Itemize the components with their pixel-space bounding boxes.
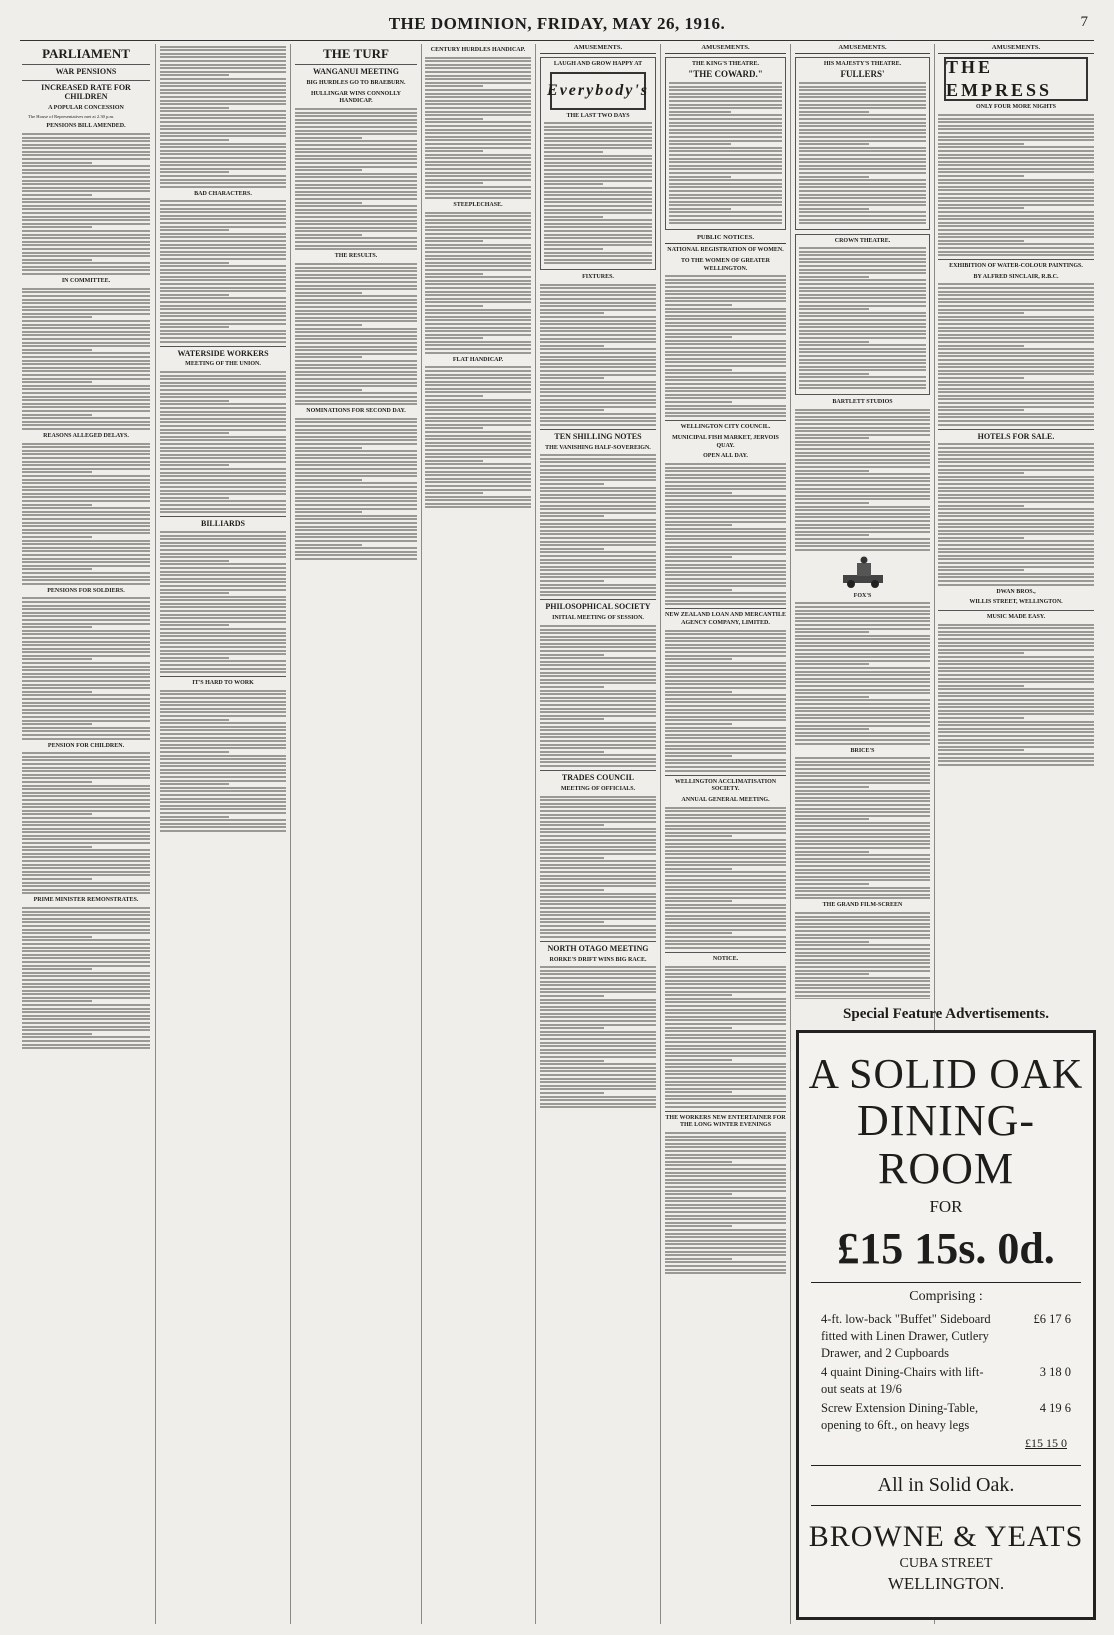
article-body [540,796,656,938]
headline-trades-council: TRADES COUNCIL [561,773,635,783]
section-flat-handicap: FLAT HANDICAP. [452,356,504,363]
public-notices-label: PUBLIC NOTICES. [665,234,786,244]
list-item [821,1311,1071,1362]
ad-foxs: FOX'S [853,592,872,599]
column-turf [295,44,417,1624]
column-rule [421,44,422,1624]
column-rule [660,44,661,1624]
ad-line-dining-room: DINING-ROOM [856,1096,1036,1193]
column-rule [535,44,536,1624]
headline-waterside-workers: WATERSIDE WORKERS [177,348,269,358]
ad-everybodys [540,57,656,270]
ad-all-solid-oak: All in Solid Oak. [811,1465,1081,1506]
ad-body [795,602,930,744]
column-amusements-3 [795,44,930,999]
ad-body [795,757,930,899]
ad-kings-theatre [665,57,786,230]
special-feature-heading: Special Feature Advertisements. [843,1006,1049,1022]
section-steeplechase: STEEPLECHASE. [453,201,503,208]
headline-turf: THE TURF [323,46,389,61]
article-body [22,752,150,894]
headline-hard-to-work: IT'S HARD TO WORK [192,680,254,687]
item-price: 4 19 6 [1039,1401,1071,1415]
ad-body [938,624,1094,766]
ad-body [938,283,1094,425]
ad-crown-title: CROWN THEATRE. [834,237,891,244]
ad-body [938,443,1094,585]
ad-street: CUBA STREET [899,1556,993,1571]
masthead-title: THE DOMINION, FRIDAY, MAY 26, 1916. [388,14,726,33]
column-amusements-2 [665,44,786,1624]
section-in-committee: IN COMMITTEE. [61,278,111,285]
article-body [540,284,656,426]
ad-dwan-address: WILLIS STREET, WELLINGTON. [969,599,1063,606]
section-delays: REASONS ALLEGED DELAYS. [43,432,129,439]
section-soldiers: PENSIONS FOR SOLDIERS. [47,587,125,594]
notice-national-registration: NATIONAL REGISTRATION OF WOMEN. [667,247,784,254]
headline-billiards: BILLIARDS [200,519,245,529]
article-body [295,418,417,560]
section-century-hurdles: CENTURY HURDLES HANDICAP. [430,47,526,53]
item-description: Screw Extension Dining-Table, opening to 6ft., on heavy legs [821,1401,979,1432]
deck-braeburn: BIG HURDLES GO TO BRAEBURN. [306,80,406,87]
notice-city-council: WELLINGTON CITY COUNCIL. [680,424,771,431]
article-intro: The House of Representatives met at 2.30 p.m. [28,114,115,120]
article-body [22,288,150,430]
article-body [22,443,150,585]
everybodys-logo: Everybody's [550,72,646,110]
item-price: 3 18 0 [1039,1365,1071,1379]
article-body [425,212,531,354]
column-rule [290,44,291,1624]
section-remonstrates: PRIME MINISTER REMONSTRATES. [33,897,139,904]
ad-firm-name: BROWNE & YEATS [808,1520,1084,1553]
article-body [295,263,417,405]
subhead-war-pensions: WAR PENSIONS [55,67,117,77]
ad-line-for: FOR [929,1197,963,1216]
soldier-illustration [839,555,887,589]
ad-brices: BRICE'S [850,747,875,754]
ad-comprising: Comprising : [909,1289,983,1304]
section-children: PENSION FOR CHILDREN. [47,742,125,749]
empress-logo: THE EMPRESS [944,57,1088,101]
article-body [160,200,286,342]
headline-parliament: PARLIAMENT [42,46,130,61]
article-body [22,907,150,1049]
ad-exhibition: EXHIBITION OF WATER-COLOUR PAINTINGS. [949,263,1083,270]
notice-open-all-day: OPEN ALL DAY. [703,453,748,460]
masthead [20,14,1094,41]
headline-increased-rate: INCREASED RATE FOR CHILDREN [41,83,131,101]
article-body [540,966,656,1108]
article-body [160,46,286,188]
notice-body [665,807,786,949]
ad-kings-line: "THE COWARD." [688,68,763,79]
article-body [425,366,531,508]
subhead-popular-concession: A POPULAR CONCESSION [48,104,124,111]
subhead-half-sovereign: THE VANISHING HALF-SOVEREIGN. [545,444,651,451]
ad-kings-title: THE KING'S THEATRE. [692,61,759,68]
ad-body [795,912,930,999]
list-item [821,1364,1071,1398]
deck-hullingar: HULLINGAR WINS CONNOLLY HANDICAP. [310,90,402,105]
ad-crown-theatre [795,234,930,395]
amusements-label: AMUSEMENTS. [938,44,1094,54]
ad-body [799,247,926,389]
column-amusements-1 [540,44,656,1624]
article-body [22,597,150,739]
notice-nz-loan: NEW ZEALAND LOAN AND MERCANTILE AGENCY COMPANY, LIMITED. [665,612,786,626]
article-body [425,57,531,199]
ad-fullers: FULLERS' [840,68,885,79]
ad-line-solid-oak: A SOLID OAK [808,1052,1084,1098]
list-item [821,1400,1071,1434]
notice-body [665,630,786,772]
article-body [540,625,656,767]
column-amusements-4 [938,44,1094,999]
article-body [540,454,656,596]
ad-empress-line: ONLY FOUR MORE NIGHTS [975,104,1057,111]
article-body [295,108,417,250]
ad-city: WELLINGTON. [887,1574,1005,1593]
notice-body [665,1132,786,1274]
ad-majesty-title: HIS MAJESTY'S THEATRE. [823,61,902,68]
article-body [22,133,150,275]
ad-his-majestys [795,57,930,230]
ad-dwan-bros: DWAN BROS., [996,588,1036,595]
ad-body [799,82,926,224]
ad-body [544,122,652,264]
ad-hotels-for-sale: HOTELS FOR SALE. [977,431,1055,441]
ad-grand-film-screen: THE GRAND FILM-SCREEN [822,902,903,909]
ad-body [938,114,1094,256]
ad-price: £15 15s. 0d. [837,1224,1055,1273]
article-body [160,371,286,513]
item-price: £6 17 6 [1033,1312,1071,1326]
ad-everybodys-top: LAUGH AND GROW HAPPY AT [553,61,643,68]
section-bad-characters: BAD CHARACTERS. [194,190,252,197]
subhead-rorkes-drift: RORKE'S DRIFT WINS BIG RACE. [549,956,647,963]
page-number: 7 [1080,14,1088,30]
ad-everybodys-line: THE LAST TWO DAYS [566,112,630,119]
headline-philosophical: PHILOSOPHICAL SOCIETY [545,602,651,612]
column-turf-results [425,44,531,1624]
subhead-wanganui: WANGANUI MEETING [312,67,399,77]
ad-bartlett: BARTLETT STUDIOS [832,398,893,405]
notice-acclimatisation-sub: ANNUAL GENERAL MEETING. [681,797,770,804]
article-body [160,690,286,832]
amusements-label: AMUSEMENTS. [795,44,930,54]
column-rule [155,44,156,1624]
notice-fish-market: MUNICIPAL FISH MARKET, JERVOIS QUAY. [672,435,779,449]
ad-body [795,409,930,551]
notice-acclimatisation: WELLINGTON ACCLIMATISATION SOCIETY. [674,778,777,793]
ad-workers-entertainer: THE WORKERS NEW ENTERTAINER FOR THE LONG WINTER EVENINGS [665,1114,786,1129]
subhead-meeting-officials: MEETING OF OFFICIALS. [560,785,636,792]
subhead-meeting-union: MEETING OF THE UNION. [185,361,261,368]
section-results: THE RESULTS. [334,253,378,260]
ad-body [669,82,782,224]
notice-national-registration-sub: TO THE WOMEN OF GREATER WELLINGTON. [680,257,770,272]
item-description: 4-ft. low-back "Buffet" Sideboard fitted with Linen Drawer, Cutlery Drawer, and 2 Cupboards [821,1312,991,1360]
notice-body [665,463,786,605]
section-pensions-bill: PENSIONS BILL AMENDED. [46,123,126,130]
section-fixtures: FIXTURES. [582,274,614,280]
notice-generic: NOTICE. [712,955,739,962]
notice-body [665,275,786,417]
ad-total: £15 15 0 [1025,1436,1067,1450]
headline-ten-shilling: TEN SHILLING NOTES [554,431,642,441]
article-body [160,531,286,673]
ad-exhibition-by: BY ALFRED SINCLAIR, R.B.C. [973,273,1059,280]
column-parliament [22,44,150,1624]
amusements-label: AMUSEMENTS. [665,44,786,54]
column-waterside [160,44,286,1624]
subhead-initial-meeting: INITIAL MEETING OF SESSION. [552,615,644,622]
headline-north-otago: NORTH OTAGO MEETING [547,943,649,953]
oak-dining-room-ad [796,1030,1096,1620]
amusements-label: AMUSEMENTS. [540,44,656,54]
notice-body [665,966,786,1108]
section-nominations: NOMINATIONS FOR SECOND DAY. [306,408,406,415]
item-description: 4 quaint Dining-Chairs with lift-out seats at 19/6 [821,1365,984,1396]
column-rule [790,44,791,1624]
ad-music-made-easy: MUSIC MADE EASY. [986,613,1046,620]
